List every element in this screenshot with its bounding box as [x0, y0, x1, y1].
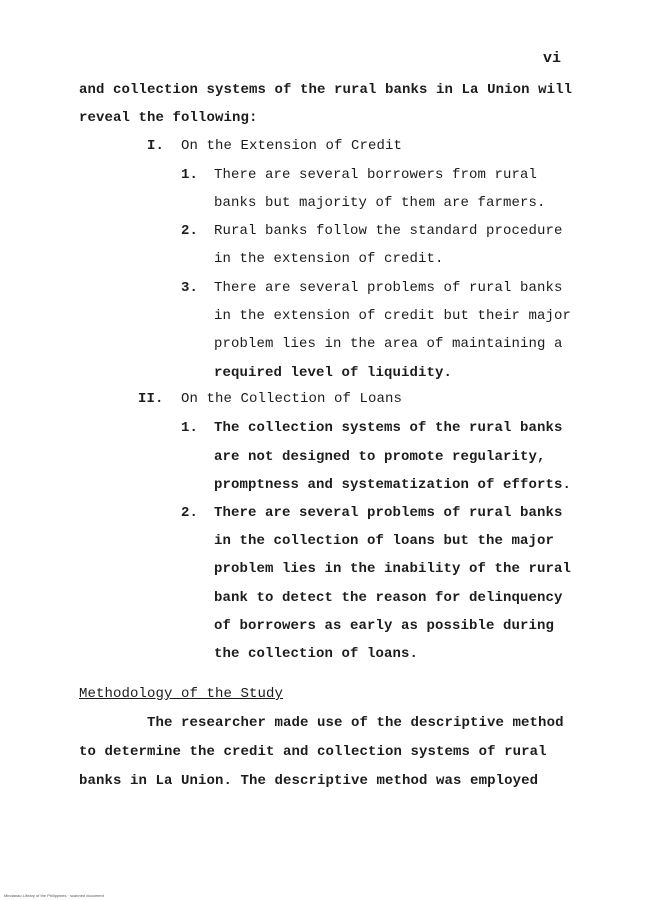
- section-1-numeral: I.: [147, 138, 165, 154]
- section-2-item-2-number: 2.: [181, 505, 199, 521]
- section-2-item-2-line-6: the collection of loans.: [214, 646, 419, 662]
- section-1-item-3-line-2: in the extension of credit but their major: [214, 308, 572, 324]
- scan-footer: Mindanao Library of the Philippines · scanned document: [4, 893, 104, 898]
- methodology-heading: Methodology of the Study: [79, 686, 284, 702]
- section-1-item-2-line-2: in the extension of credit.: [214, 251, 444, 267]
- methodology-line-2: to determine the credit and collection systems of rural: [79, 744, 547, 760]
- intro-line-2: reveal the following:: [79, 110, 258, 126]
- section-1-item-1-line-2: banks but majority of them are farmers.: [214, 195, 546, 211]
- page-number: vi: [542, 50, 561, 67]
- intro-line-1: and collection systems of the rural banks in La Union will: [79, 82, 573, 98]
- section-1-item-1-number: 1.: [181, 167, 199, 183]
- section-1-item-3-number: 3.: [181, 280, 199, 296]
- section-1-title: On the Extension of Credit: [181, 138, 403, 154]
- section-2-numeral: II.: [138, 391, 164, 407]
- section-1-item-2-number: 2.: [181, 223, 199, 239]
- section-2-item-2-line-3: problem lies in the inability of the rural: [214, 561, 572, 577]
- section-1-item-3-line-4: required level of liquidity.: [214, 365, 453, 381]
- section-2-item-2-line-4: bank to detect the reason for delinquency: [214, 590, 563, 606]
- section-2-item-1-line-3: promptness and systematization of efforts.: [214, 477, 572, 493]
- section-2-item-2-line-5: of borrowers as early as possible during: [214, 618, 555, 634]
- section-1-item-2-line-1: Rural banks follow the standard procedure: [214, 223, 563, 239]
- section-2-item-2-line-1: There are several problems of rural banks: [214, 505, 563, 521]
- section-2-item-1-line-1: The collection systems of the rural banks: [214, 420, 563, 436]
- section-1-item-3-line-3: problem lies in the area of maintaining a: [214, 336, 563, 352]
- methodology-line-3: banks in La Union. The descriptive method was employed: [79, 773, 539, 789]
- section-2-item-2-line-2: in the collection of loans but the major: [214, 533, 555, 549]
- section-1-item-3-line-1: There are several problems of rural banks: [214, 280, 563, 296]
- methodology-line-1: The researcher made use of the descriptive method: [147, 715, 564, 731]
- section-2-item-1-number: 1.: [181, 420, 199, 436]
- section-2-title: On the Collection of Loans: [181, 391, 403, 407]
- section-2-item-1-line-2: are not designed to promote regularity,: [214, 449, 546, 465]
- section-1-item-1-line-1: There are several borrowers from rural: [214, 167, 538, 183]
